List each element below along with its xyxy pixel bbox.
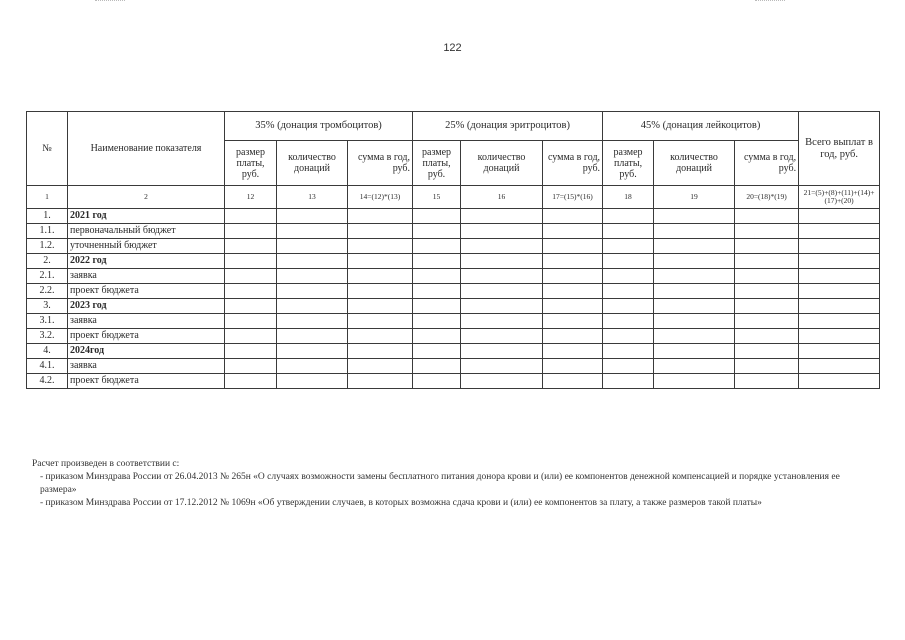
value-cell (277, 299, 348, 314)
value-cell (225, 329, 277, 344)
header-donation-count: количество донаций (654, 141, 735, 186)
row-label: уточненный бюджет (68, 239, 225, 254)
header-number: № (27, 112, 68, 186)
column-index: 21=(5)+(8)+(11)+(14)+(17)+(20) (799, 186, 880, 209)
column-index: 13 (277, 186, 348, 209)
row-number: 2.1. (27, 269, 68, 284)
row-label: заявка (68, 359, 225, 374)
value-cell (654, 254, 735, 269)
row-number: 4. (27, 344, 68, 359)
value-cell (603, 284, 654, 299)
column-index: 18 (603, 186, 654, 209)
footnotes (32, 458, 872, 510)
row-number: 1. (27, 209, 68, 224)
value-cell (461, 374, 543, 389)
value-cell (799, 359, 880, 374)
value-cell (461, 344, 543, 359)
value-cell (413, 224, 461, 239)
value-cell (225, 269, 277, 284)
value-cell (225, 314, 277, 329)
value-cell (654, 269, 735, 284)
value-cell (461, 329, 543, 344)
value-cell (543, 314, 603, 329)
value-cell (799, 269, 880, 284)
value-cell (225, 359, 277, 374)
value-cell (799, 314, 880, 329)
value-cell (735, 359, 799, 374)
column-index: 2 (68, 186, 225, 209)
value-cell (543, 269, 603, 284)
value-cell (799, 374, 880, 389)
value-cell (348, 239, 413, 254)
value-cell (543, 299, 603, 314)
value-cell (277, 269, 348, 284)
value-cell (413, 374, 461, 389)
value-cell (277, 344, 348, 359)
value-cell (348, 284, 413, 299)
column-index: 19 (654, 186, 735, 209)
table-row (27, 209, 880, 224)
value-cell (654, 239, 735, 254)
value-cell (277, 209, 348, 224)
scan-edge-right (755, 0, 785, 7)
table-row (27, 314, 880, 329)
value-cell (413, 344, 461, 359)
row-number: 2.2. (27, 284, 68, 299)
row-number: 4.2. (27, 374, 68, 389)
value-cell (603, 314, 654, 329)
value-cell (654, 314, 735, 329)
header-indicator-name: Наименование показателя (68, 112, 225, 186)
value-cell (603, 299, 654, 314)
value-cell (413, 284, 461, 299)
value-cell (277, 329, 348, 344)
value-cell (735, 314, 799, 329)
table-row (27, 359, 880, 374)
column-index: 15 (413, 186, 461, 209)
value-cell (735, 209, 799, 224)
value-cell (348, 329, 413, 344)
value-cell (543, 254, 603, 269)
row-label: проект бюджета (68, 374, 225, 389)
header-annual-sum: сумма в год, руб. (735, 141, 799, 186)
row-number: 3.2. (27, 329, 68, 344)
value-cell (735, 224, 799, 239)
value-cell (799, 284, 880, 299)
value-cell (654, 299, 735, 314)
table-row (27, 344, 880, 359)
value-cell (277, 239, 348, 254)
scan-edge-left (95, 0, 125, 7)
header-donation-count: количество донаций (277, 141, 348, 186)
row-label: 2022 год (68, 254, 225, 269)
header-annual-sum: сумма в год, руб. (543, 141, 603, 186)
value-cell (413, 269, 461, 284)
value-cell (603, 209, 654, 224)
header-group-erythrocytes: 25% (донация эритроцитов) (413, 112, 603, 141)
value-cell (277, 284, 348, 299)
header-fee-size: размер платы, руб. (413, 141, 461, 186)
value-cell (543, 329, 603, 344)
value-cell (543, 224, 603, 239)
row-label: первоначальный бюджет (68, 224, 225, 239)
value-cell (348, 299, 413, 314)
value-cell (543, 374, 603, 389)
table-row (27, 374, 880, 389)
row-number: 2. (27, 254, 68, 269)
value-cell (735, 299, 799, 314)
value-cell (654, 344, 735, 359)
value-cell (735, 284, 799, 299)
value-cell (735, 269, 799, 284)
value-cell (277, 314, 348, 329)
value-cell (348, 224, 413, 239)
table-row (27, 254, 880, 269)
footnote-order-1069n: - приказом Минздрава России от 17.12.2012 № 1069н «Об утверждении случаев, в которых возможна сдача крови и (или) ее компонентов за плату, а также размеров такой платы» (40, 498, 762, 508)
value-cell (225, 254, 277, 269)
value-cell (603, 329, 654, 344)
value-cell (654, 224, 735, 239)
row-number: 1.2. (27, 239, 68, 254)
row-label: 2023 год (68, 299, 225, 314)
value-cell (603, 269, 654, 284)
value-cell (735, 254, 799, 269)
row-number: 3.1. (27, 314, 68, 329)
table-row (27, 284, 880, 299)
column-index: 17=(15)*(16) (543, 186, 603, 209)
value-cell (461, 284, 543, 299)
column-index: 20=(18)*(19) (735, 186, 799, 209)
column-index: 12 (225, 186, 277, 209)
value-cell (348, 269, 413, 284)
value-cell (603, 239, 654, 254)
header-fee-size: размер платы, руб. (225, 141, 277, 186)
value-cell (413, 299, 461, 314)
header-total-payments: Всего выплат в год, руб. (799, 112, 880, 186)
value-cell (277, 374, 348, 389)
value-cell (735, 329, 799, 344)
table-row (27, 299, 880, 314)
header-group-platelets: 35% (донация тромбоцитов) (225, 112, 413, 141)
value-cell (225, 284, 277, 299)
table-row (27, 224, 880, 239)
column-index: 16 (461, 186, 543, 209)
header-row-groups (27, 112, 880, 141)
footnote-intro: Расчет произведен в соответствии с: (32, 459, 180, 469)
table-row (27, 329, 880, 344)
row-label: 2024год (68, 344, 225, 359)
value-cell (603, 359, 654, 374)
value-cell (348, 209, 413, 224)
value-cell (543, 209, 603, 224)
value-cell (413, 359, 461, 374)
value-cell (348, 314, 413, 329)
value-cell (799, 299, 880, 314)
value-cell (225, 224, 277, 239)
value-cell (735, 239, 799, 254)
value-cell (603, 344, 654, 359)
row-label: 2021 год (68, 209, 225, 224)
value-cell (799, 344, 880, 359)
value-cell (413, 254, 461, 269)
header-group-leukocytes: 45% (донация лейкоцитов) (603, 112, 799, 141)
value-cell (348, 374, 413, 389)
value-cell (654, 359, 735, 374)
donation-payments-table (26, 111, 880, 389)
row-number: 4.1. (27, 359, 68, 374)
value-cell (277, 254, 348, 269)
value-cell (543, 239, 603, 254)
value-cell (348, 344, 413, 359)
value-cell (654, 329, 735, 344)
value-cell (277, 224, 348, 239)
value-cell (461, 299, 543, 314)
header-donation-count: количество донаций (461, 141, 543, 186)
row-label: заявка (68, 269, 225, 284)
value-cell (799, 329, 880, 344)
value-cell (348, 254, 413, 269)
header-fee-size: размер платы, руб. (603, 141, 654, 186)
value-cell (225, 209, 277, 224)
value-cell (277, 359, 348, 374)
value-cell (654, 374, 735, 389)
value-cell (799, 209, 880, 224)
value-cell (543, 359, 603, 374)
value-cell (543, 284, 603, 299)
column-index: 14=(12)*(13) (348, 186, 413, 209)
value-cell (735, 344, 799, 359)
table-body (27, 209, 880, 389)
value-cell (461, 269, 543, 284)
value-cell (461, 314, 543, 329)
column-index: 1 (27, 186, 68, 209)
value-cell (413, 329, 461, 344)
row-number: 1.1. (27, 224, 68, 239)
value-cell (348, 359, 413, 374)
value-cell (225, 299, 277, 314)
footnote-order-265n: - приказом Минздрава России от 26.04.2013 № 265н «О случаях возможности замены бесплатного питания донора крови и (или) ее компонентов денежной компенсацией и порядке установления ее размера» (40, 472, 840, 495)
value-cell (461, 209, 543, 224)
row-label: проект бюджета (68, 284, 225, 299)
row-number: 3. (27, 299, 68, 314)
value-cell (799, 239, 880, 254)
value-cell (413, 239, 461, 254)
table-row (27, 239, 880, 254)
value-cell (413, 314, 461, 329)
page-number: 122 (443, 42, 462, 54)
row-label: заявка (68, 314, 225, 329)
value-cell (654, 209, 735, 224)
row-label: проект бюджета (68, 329, 225, 344)
value-cell (603, 224, 654, 239)
header-annual-sum: сумма в год, руб. (348, 141, 413, 186)
value-cell (413, 209, 461, 224)
value-cell (461, 359, 543, 374)
value-cell (603, 374, 654, 389)
value-cell (461, 239, 543, 254)
table-row (27, 269, 880, 284)
value-cell (735, 374, 799, 389)
value-cell (799, 254, 880, 269)
column-index-row (27, 186, 880, 209)
value-cell (225, 239, 277, 254)
value-cell (543, 344, 603, 359)
value-cell (461, 254, 543, 269)
value-cell (654, 284, 735, 299)
value-cell (799, 224, 880, 239)
value-cell (603, 254, 654, 269)
value-cell (225, 374, 277, 389)
value-cell (461, 224, 543, 239)
value-cell (225, 344, 277, 359)
